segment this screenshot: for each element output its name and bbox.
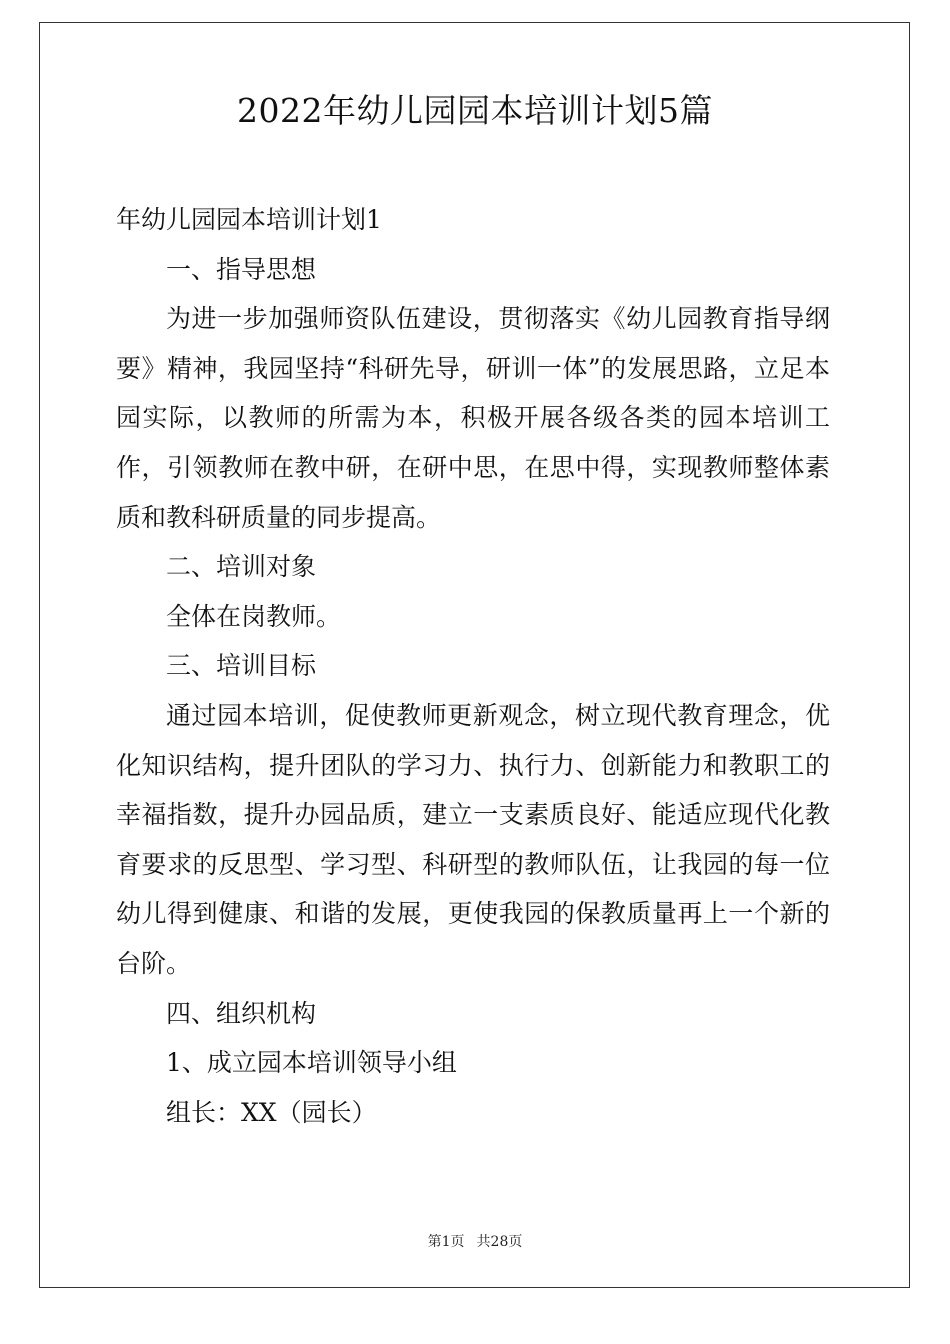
body-paragraph: 组长：XX（园长） (166, 1097, 377, 1127)
page-footer (40, 1232, 910, 1252)
document-body (116, 195, 830, 1137)
total-page-count: 共28页 (476, 1234, 523, 1250)
list-item: 1、成立园本培训领导小组 (166, 1048, 457, 1078)
subsection-heading: 二、培训对象 (166, 552, 317, 582)
subsection-heading: 一、指导思想 (166, 254, 317, 284)
section-heading: 年幼儿园园本培训计划1 (116, 205, 382, 234)
subsection-heading: 四、组织机构 (166, 998, 317, 1028)
body-paragraph: 全体在岗教师。 (166, 601, 342, 631)
subsection-heading: 三、培训目标 (166, 651, 317, 681)
current-page-number: 第1页 (427, 1234, 465, 1250)
body-paragraph: 通过园本培训，促使教师更新观念，树立现代教育理念，优化知识结构，提升团队的学习力、执行力、创新能力和教职工的幸福指数，提升办园品质，建立一支素质良好、能适应现代化教育要求的反思型、学习型、科研型的教师队伍，让我园的每一位幼儿得到健康、和谐的发展，更使我园的保教质量再上一个新的台阶。 (116, 700, 830, 978)
document-title: 2022年幼儿园园本培训计划5篇 (237, 91, 713, 130)
body-paragraph: 为进一步加强师资队伍建设，贯彻落实《幼儿园教育指导纲要》精神，我园坚持“科研先导，研训一体”的发展思路，立足本园实际，以教师的所需为本，积极开展各级各类的园本培训工作，引领教师在教中研，在研中思，在思中得，实现教师整体素质和教科研质量的同步提高。 (116, 304, 830, 532)
